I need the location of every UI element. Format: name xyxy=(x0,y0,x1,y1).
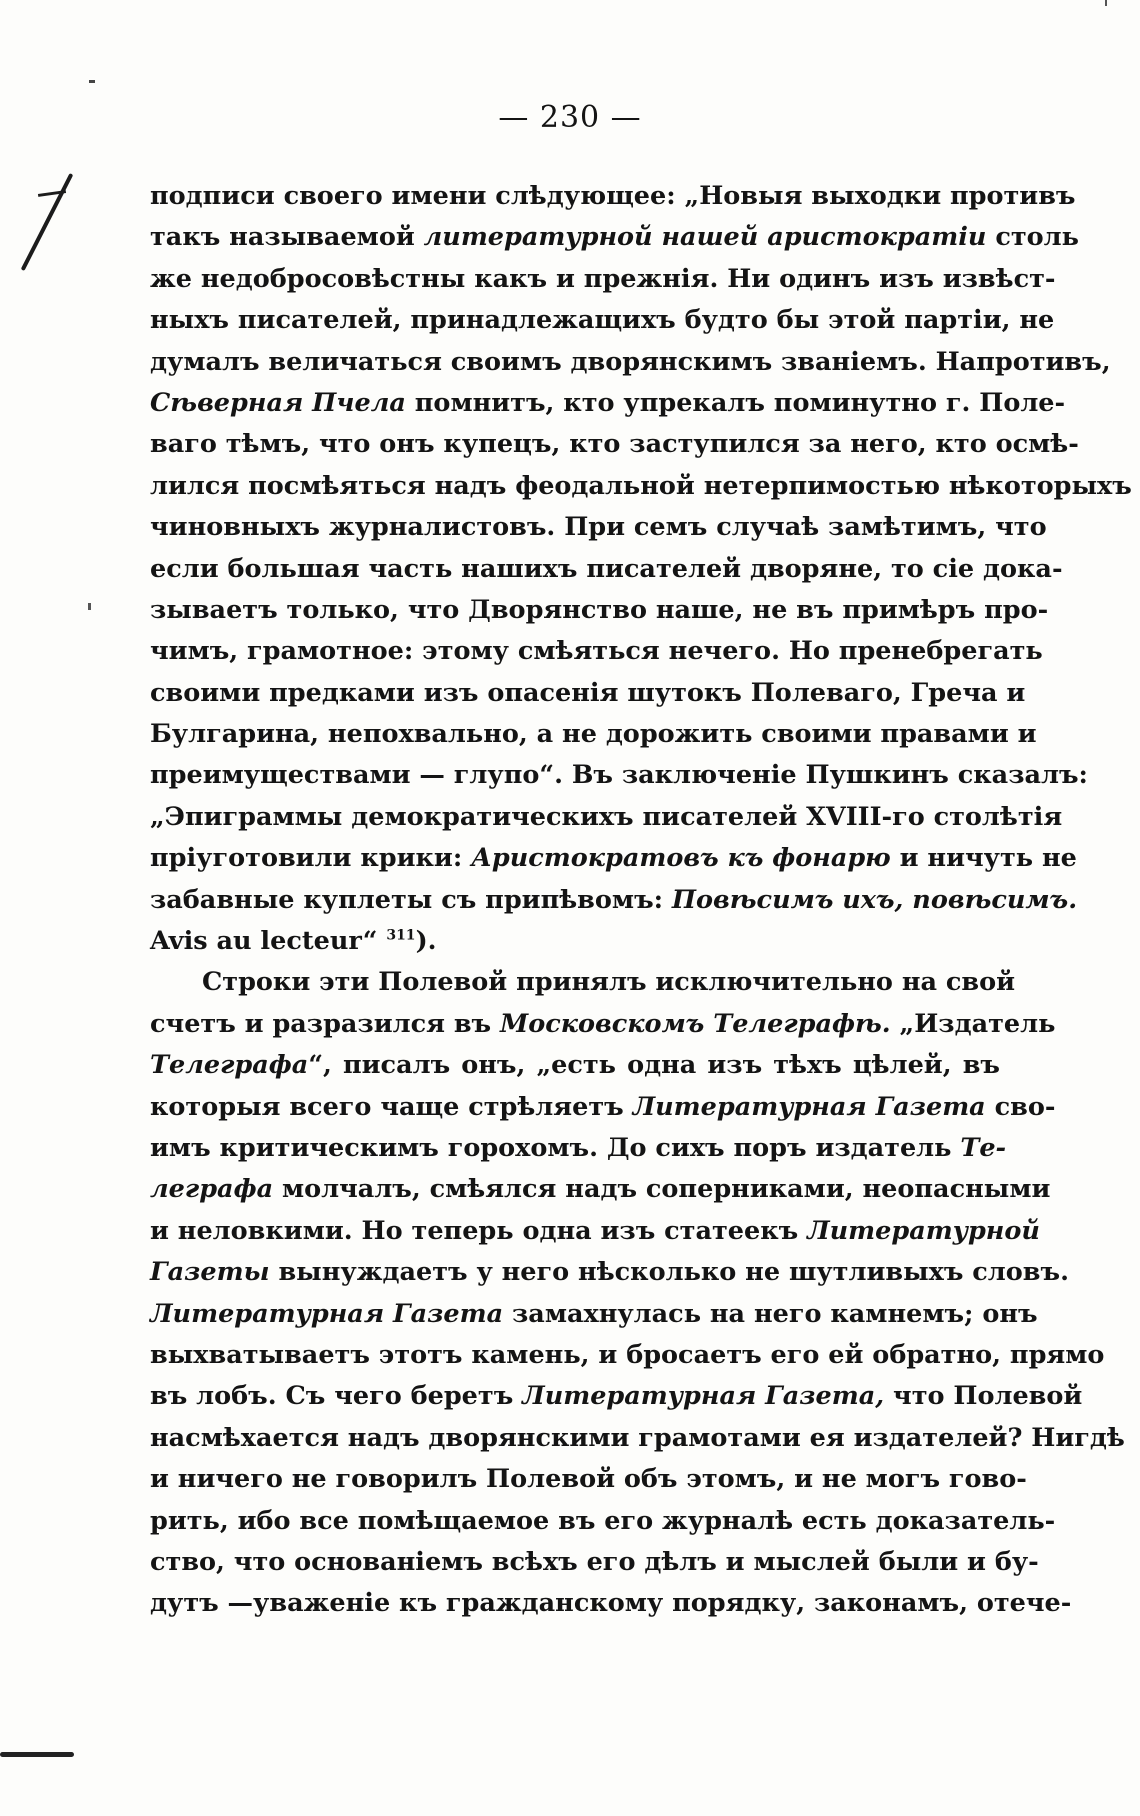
text-run: столь xyxy=(986,222,1079,253)
text-run: чимъ, грамотное: этому смѣяться нечего. Но пренебрегать xyxy=(150,636,1043,667)
text-line xyxy=(150,176,1076,217)
scan-speck xyxy=(88,603,91,610)
text-run: насмѣхается надъ дворянскими грамотами ея издателей? Нигдѣ xyxy=(150,1422,1125,1453)
text-line xyxy=(150,1418,1125,1459)
text-run: Строки эти Полевой принялъ исключительно на свой xyxy=(202,967,1016,998)
text-line xyxy=(150,1004,1056,1045)
text-line xyxy=(150,342,1111,383)
text-line xyxy=(150,1252,1069,1293)
scan-speck xyxy=(89,80,95,83)
text-line xyxy=(150,714,1037,755)
text-run: Булгарина, непохвально, а не дорожить своими правами и xyxy=(150,719,1037,750)
text-line xyxy=(150,1211,1040,1252)
text-line xyxy=(150,1459,1027,1500)
footnote-ref: 311 xyxy=(386,927,416,944)
text-line xyxy=(150,590,1049,631)
italic-text: Московскомъ Телеграфѣ. xyxy=(500,1008,891,1039)
text-run: ныхъ писателей, принадлежащихъ будто бы этой партіи, не xyxy=(150,305,1055,336)
text-run: „Эпиграммы демократическихъ писателей XVIII-го столѣтія xyxy=(150,801,1063,832)
text-run: имъ критическимъ горохомъ. До сихъ поръ издатель xyxy=(150,1132,961,1163)
text-line xyxy=(150,797,1063,838)
italic-text: Литературная Газета xyxy=(150,1298,504,1329)
text-run: дутъ —уваженіе къ гражданскому порядку, законамъ, отече- xyxy=(150,1588,1072,1619)
text-run: чиновныхъ журналистовъ. При семъ случаѣ замѣтимъ, что xyxy=(150,512,1047,543)
italic-text: Аристократовъ къ фонарю xyxy=(471,843,891,874)
italic-text: литературной нашей аристократіи xyxy=(423,222,987,253)
body-text xyxy=(150,176,1132,1625)
text-run: и неловкими. Но теперь одна изъ статеекъ xyxy=(150,1215,808,1246)
text-line xyxy=(150,631,1043,672)
text-run: зываетъ только, что Дворянство наше, не въ примѣръ про- xyxy=(150,594,1049,625)
text-line xyxy=(150,1335,1105,1376)
text-line xyxy=(150,1087,1056,1128)
text-run: “, писалъ онъ, „есть одна изъ тѣхъ цѣлей, въ xyxy=(308,1050,1000,1081)
text-run: которыя всего чаще стрѣляетъ xyxy=(150,1091,633,1122)
text-line xyxy=(150,1294,1038,1335)
text-run: молчалъ, смѣялся надъ соперниками, неопасными xyxy=(273,1174,1051,1205)
italic-text: Литературная Газета xyxy=(632,1091,986,1122)
text-run: думалъ величаться своимъ дворянскимъ званіемъ. Напротивъ, xyxy=(150,346,1111,377)
text-line xyxy=(150,383,1066,424)
text-run: если большая часть нашихъ писателей дворяне, то сіе дока- xyxy=(150,553,1063,584)
italic-text: Литературная Газета, xyxy=(522,1381,885,1412)
text-run: и ничуть не xyxy=(890,843,1077,874)
text-line xyxy=(150,962,1016,1003)
text-line xyxy=(150,1169,1051,1210)
text-run: замахнулась на него камнемъ; онъ xyxy=(503,1298,1038,1329)
text-run: подписи своего имени слѣдующее: „Новыя выходки противъ xyxy=(150,181,1076,211)
text-run: Avis au lecteur“ xyxy=(150,926,387,957)
text-line xyxy=(150,1376,1083,1417)
text-run: преимуществами — глупо“. Въ заключеніе Пушкинъ сказалъ: xyxy=(150,760,1088,791)
text-line xyxy=(150,755,1088,796)
text-run: сво- xyxy=(985,1091,1056,1122)
text-run: въ лобъ. Съ чего беретъ xyxy=(150,1381,523,1412)
page-number: — 230 — xyxy=(498,100,642,135)
italic-text: леграфа xyxy=(150,1174,274,1205)
text-run: забавные куплеты съ припѣвомъ: xyxy=(150,884,672,915)
italic-text: Литературной xyxy=(807,1215,1040,1246)
text-line xyxy=(150,673,1026,714)
italic-text: Сѣверная Пчела xyxy=(150,387,406,418)
text-run: пріуготовили крики: xyxy=(150,843,472,874)
scan-speck xyxy=(1105,0,1107,6)
text-line xyxy=(150,549,1063,590)
italic-text: Газеты xyxy=(150,1257,270,1288)
text-line xyxy=(150,1501,1056,1542)
margin-slash-mark xyxy=(21,173,74,271)
text-run: ). xyxy=(415,926,437,957)
text-run: что Полевой xyxy=(884,1381,1083,1412)
text-run: ство, что основаніемъ всѣхъ его дѣлъ и мыслей были и бу- xyxy=(150,1546,1039,1577)
text-line xyxy=(150,1542,1039,1583)
text-line xyxy=(150,880,1078,921)
text-line xyxy=(150,259,1056,300)
text-line xyxy=(150,838,1077,879)
text-run: счетъ и разразился въ xyxy=(150,1008,500,1039)
text-run: ваго тѣмъ, что онъ купецъ, кто заступился за него, кто осмѣ- xyxy=(150,429,1079,460)
italic-text: Повѣсимъ ихъ, повѣсимъ. xyxy=(671,884,1078,915)
text-run: такъ называемой xyxy=(150,222,424,253)
text-run: же недобросовѣстны какъ и прежнія. Ни одинъ изъ извѣст- xyxy=(150,263,1056,294)
text-run: рить, ибо все помѣщаемое въ его журналѣ есть доказатель- xyxy=(150,1505,1056,1536)
text-run: помнитъ, кто упрекалъ поминутно г. Поле- xyxy=(405,387,1066,418)
text-line xyxy=(150,300,1055,341)
text-run: выхватываетъ этотъ камень, и бросаетъ его ей обратно, прямо xyxy=(150,1339,1105,1370)
text-line xyxy=(150,424,1079,465)
text-line xyxy=(150,1128,1007,1169)
text-line xyxy=(150,1583,1072,1624)
italic-text: Телеграфа xyxy=(150,1050,309,1081)
text-run: и ничего не говорилъ Полевой объ этомъ, и не могъ гово- xyxy=(150,1464,1027,1495)
text-line xyxy=(150,507,1047,548)
text-line xyxy=(150,921,1000,962)
text-run: лился посмѣяться надъ феодальной нетерпимостью нѣкоторыхъ xyxy=(150,470,1132,501)
margin-rule-mark xyxy=(0,1752,74,1757)
text-line xyxy=(150,466,1132,507)
text-line xyxy=(150,1045,1000,1086)
italic-text: Те- xyxy=(960,1132,1007,1163)
text-line xyxy=(150,217,1079,258)
text-run: своими предками изъ опасенія шутокъ Полеваго, Греча и xyxy=(150,677,1026,708)
text-run: „Издатель xyxy=(890,1008,1056,1039)
text-run: вынуждаетъ у него нѣсколько не шутливыхъ словъ. xyxy=(269,1257,1069,1288)
